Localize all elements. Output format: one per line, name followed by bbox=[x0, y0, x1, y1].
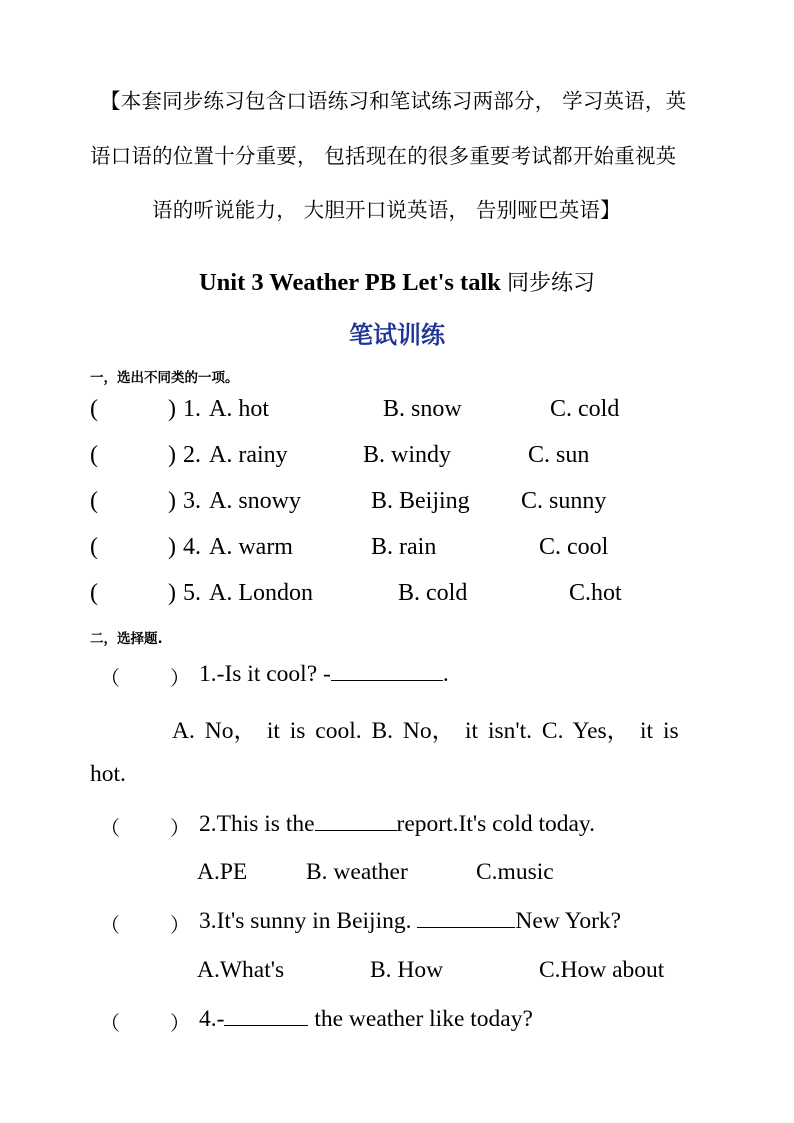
question-stem bbox=[199, 810, 595, 838]
question-stem bbox=[199, 1005, 533, 1033]
option-b: B. How bbox=[370, 957, 444, 983]
item-number: 3. bbox=[183, 488, 201, 514]
option-a: A.What's bbox=[197, 957, 285, 983]
item-number: 2. bbox=[183, 442, 201, 468]
paren-open: ( bbox=[90, 580, 98, 606]
page-title-en: Unit 3 Weather PB Let's talk bbox=[198, 269, 508, 296]
paren-open: ( bbox=[90, 488, 98, 514]
answer-blank[interactable] bbox=[417, 907, 515, 928]
paren-close: ） bbox=[170, 913, 190, 937]
answer-blank[interactable] bbox=[331, 660, 443, 681]
paren-open: （ bbox=[100, 816, 120, 840]
paren-close: ) bbox=[168, 580, 176, 606]
paren-close: ） bbox=[170, 1011, 190, 1035]
option-c: C.music bbox=[476, 859, 554, 885]
option-c: C. cold bbox=[550, 396, 620, 422]
option-c: C.hot bbox=[569, 580, 622, 606]
option-b: B. weather bbox=[306, 859, 408, 885]
paren-close: ） bbox=[170, 816, 190, 840]
option-a: A. London bbox=[209, 580, 313, 606]
stem-post: report.It's cold today. bbox=[396, 811, 596, 837]
stem-pre: 3.It's sunny in Beijing. bbox=[199, 908, 418, 934]
paren-close: ) bbox=[168, 488, 176, 514]
stem-pre: 2.This is the bbox=[199, 811, 315, 837]
option-a: A.PE bbox=[197, 859, 248, 885]
page-title-cn: 同步练习 bbox=[507, 271, 596, 296]
answer-blank[interactable] bbox=[315, 810, 397, 831]
paren-open: ( bbox=[90, 396, 98, 422]
stem-pre: 4.- bbox=[199, 1006, 225, 1032]
item-number: 1. bbox=[183, 396, 201, 422]
option-c: C. cool bbox=[539, 534, 609, 560]
option-c: C.How about bbox=[539, 957, 665, 983]
paren-open: ( bbox=[90, 442, 98, 468]
page-subtitle: 笔试训练 bbox=[349, 321, 445, 349]
question-stem bbox=[199, 907, 621, 935]
option-a: A. rainy bbox=[209, 442, 288, 468]
intro-line-1: 【本套同步练习包含口语练习和笔试练习两部分， 学习英语，英 bbox=[100, 89, 687, 113]
section-1-heading: 一，选出不同类的一项。 bbox=[90, 370, 239, 386]
page-title bbox=[0, 266, 794, 297]
paren-close: ） bbox=[170, 666, 190, 690]
question-stem bbox=[199, 660, 449, 688]
question-options-cont: hot. bbox=[90, 761, 126, 787]
option-a: A. snowy bbox=[209, 488, 302, 514]
paren-open: ( bbox=[90, 534, 98, 560]
option-b: B. windy bbox=[363, 442, 452, 468]
answer-blank[interactable] bbox=[224, 1005, 308, 1026]
option-b: B. cold bbox=[398, 580, 468, 606]
intro-line-2: 语口语的位置十分重要， 包括现在的很多重要考试都开始重视英 bbox=[90, 144, 677, 168]
option-c: C. sun bbox=[528, 442, 590, 468]
intro-line-3: 语的听说能力， 大胆开口说英语， 告别哑巴英语】 bbox=[152, 198, 621, 222]
stem-post: the weather like today? bbox=[308, 1006, 533, 1032]
option-a: A. warm bbox=[209, 534, 293, 560]
paren-close: ) bbox=[168, 396, 176, 422]
option-b: B. Beijing bbox=[371, 488, 470, 514]
option-c: C. sunny bbox=[521, 488, 607, 514]
paren-close: ) bbox=[168, 442, 176, 468]
stem-post: . bbox=[442, 661, 449, 687]
option-a: A. hot bbox=[209, 396, 269, 422]
question-options: A. No， it is cool. B. No， it isn't. C. Yes， it is bbox=[172, 718, 679, 744]
option-b: B. rain bbox=[371, 534, 437, 560]
item-number: 5. bbox=[183, 580, 201, 606]
paren-open: （ bbox=[100, 913, 120, 937]
section-2-heading: 二，选择题. bbox=[90, 631, 163, 647]
item-number: 4. bbox=[183, 534, 201, 560]
stem-pre: 1.-Is it cool? - bbox=[199, 661, 331, 687]
option-b: B. snow bbox=[383, 396, 462, 422]
paren-close: ) bbox=[168, 534, 176, 560]
stem-post: New York? bbox=[515, 908, 622, 934]
paren-open: （ bbox=[100, 666, 120, 690]
paren-open: （ bbox=[100, 1011, 120, 1035]
